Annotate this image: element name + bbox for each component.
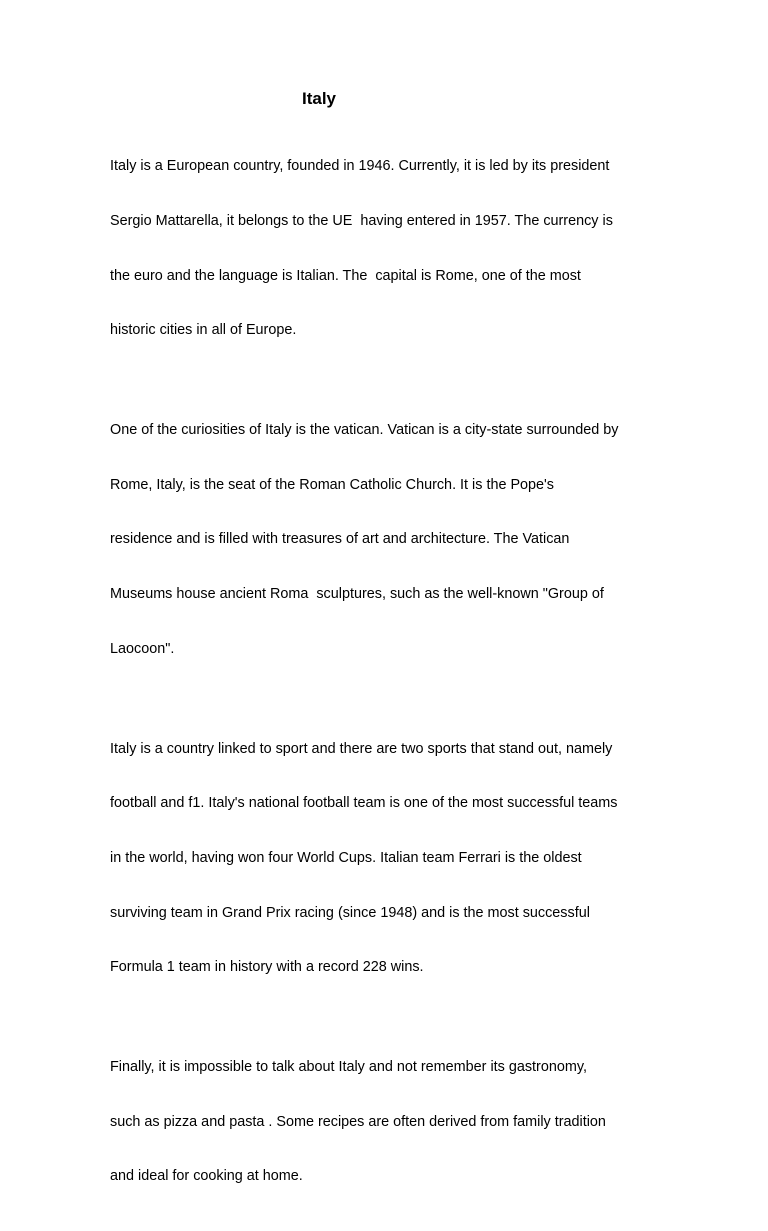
paragraph-line: surviving team in Grand Prix racing (since 1948) and is the most successful: [110, 904, 590, 921]
paragraph-line: historic cities in all of Europe.: [110, 322, 297, 339]
paragraph-line: the euro and the language is Italian. The capital is Rome, one of the most: [110, 267, 581, 284]
paragraph-line: Italy is a country linked to sport and there are two sports that stand out, namely: [110, 740, 613, 757]
document-body: [110, 121, 662, 1231]
paragraph-line: One of the curiosities of Italy is the vatican. Vatican is a city-state surrounded by: [110, 422, 619, 439]
paragraph-line: Laocoon".: [110, 640, 175, 657]
paragraph-line: in the world, having won four World Cups. Italian team Ferrari is the oldest: [110, 849, 582, 866]
paragraph-vatican: [110, 385, 662, 694]
paragraph-line: Finally, it is impossible to talk about Italy and not remember its gastronomy,: [110, 1059, 587, 1076]
paragraph-line: Formula 1 team in history with a record 228 wins.: [110, 959, 424, 976]
paragraph-line: and ideal for cooking at home.: [110, 1168, 303, 1185]
paragraph-gastronomy: [110, 1022, 662, 1222]
paragraph-line: Sergio Mattarella, it belongs to the UE having entered in 1957. The currency is: [110, 213, 613, 230]
paragraph-intro: [110, 121, 662, 376]
paragraph-line: Italy is a European country, founded in 1946. Currently, it is led by its president: [110, 158, 610, 175]
paragraph-line: residence and is filled with treasures of art and architecture. The Vatican: [110, 531, 570, 548]
paragraph-line: Museums house ancient Roma sculptures, such as the well-known "Group of: [110, 586, 604, 603]
paragraph-line: football and f1. Italy's national football team is one of the most successful teams: [110, 795, 618, 812]
paragraph-line: Rome, Italy, is the seat of the Roman Catholic Church. It is the Pope's: [110, 476, 555, 493]
paragraph-sport: [110, 703, 662, 1012]
document-title: Italy: [302, 89, 337, 108]
paragraph-line: such as pizza and pasta . Some recipes are often derived from family tradition: [110, 1113, 606, 1130]
